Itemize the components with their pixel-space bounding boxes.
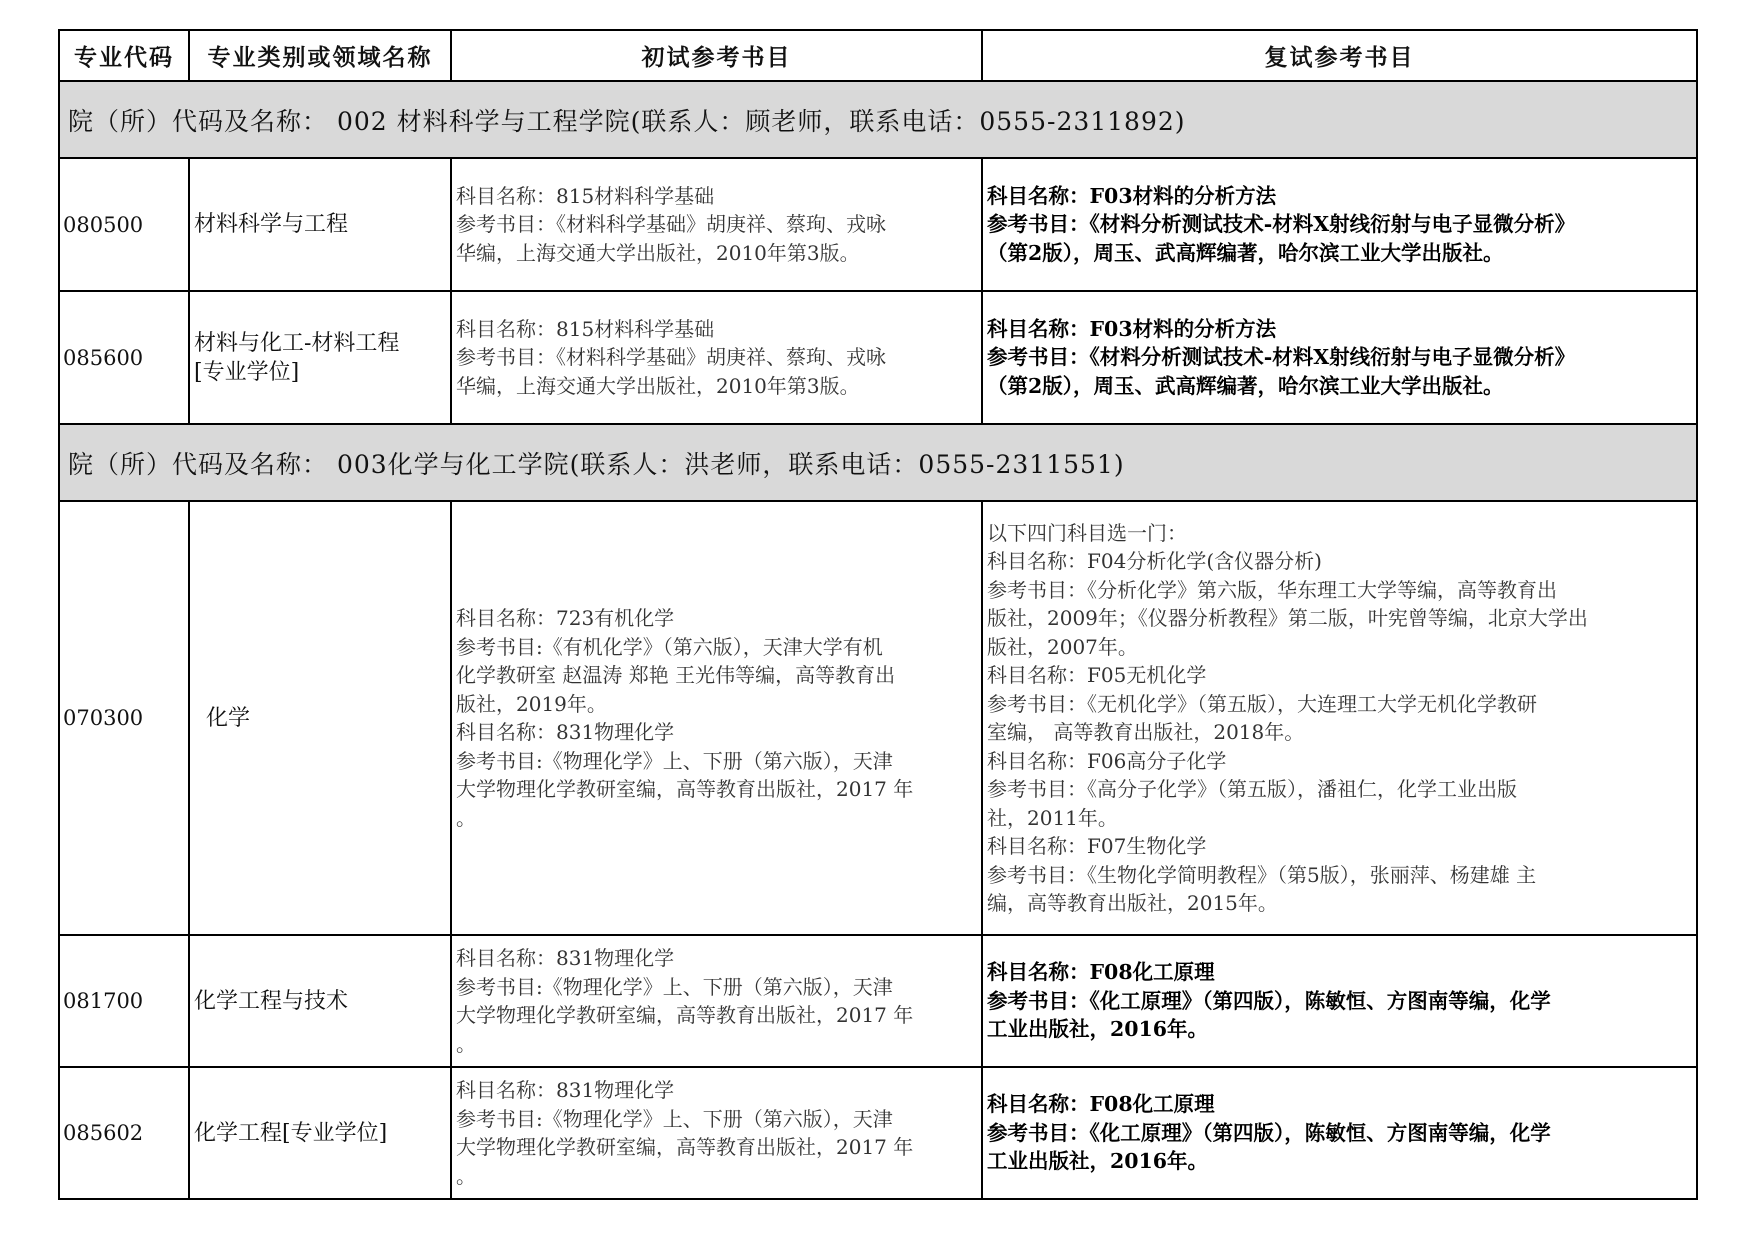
major-code: 081700 (59, 935, 189, 1067)
major-code: 085600 (59, 291, 189, 424)
college-title: 院（所）代码及名称： 002 材料科学与工程学院(联系人：顾老师，联系电话：0555-2311892) (59, 81, 1697, 158)
retest-reference: 科目名称：F08化工原理 参考书目：《化工原理》（第四版），陈敏恒、方图南等编，化学 工业出版社，2016年。 (982, 935, 1697, 1067)
table-row (59, 291, 1697, 424)
major-code: 080500 (59, 158, 189, 291)
major-name: 化学工程与技术 (189, 935, 451, 1067)
retest-reference: 科目名称：F03材料的分析方法 参考书目：《材料分析测试技术-材料X射线衍射与电子显微分析》 （第2版），周玉、武高辉编著，哈尔滨工业大学出版社。 (982, 158, 1697, 291)
header-retest: 复试参考书目 (982, 30, 1697, 81)
header-name: 专业类别或领域名称 (189, 30, 451, 81)
major-code: 070300 (59, 501, 189, 935)
table-row (59, 935, 1697, 1067)
reference-book-table (58, 29, 1698, 1200)
major-code: 085602 (59, 1067, 189, 1199)
major-name: 化学工程[专业学位] (189, 1067, 451, 1199)
initial-reference: 科目名称：815材料科学基础 参考书目：《材料科学基础》胡庚祥、蔡珣、戎咏 华编，上海交通大学出版社，2010年第3版。 (451, 291, 982, 424)
table-row (59, 501, 1697, 935)
initial-reference: 科目名称：831物理化学 参考书目:《物理化学》上、下册（第六版），天津 大学物理化学教研室编，高等教育出版社，2017 年 。 (451, 1067, 982, 1199)
table-row (59, 1067, 1697, 1199)
college-row-002 (59, 81, 1697, 158)
table-row (59, 158, 1697, 291)
college-row-003 (59, 424, 1697, 501)
initial-reference: 科目名称：815材料科学基础 参考书目：《材料科学基础》胡庚祥、蔡珣、戎咏 华编，上海交通大学出版社，2010年第3版。 (451, 158, 982, 291)
header-code: 专业代码 (59, 30, 189, 81)
major-name: 材料与化工-材料工程 [专业学位] (189, 291, 451, 424)
header-row (59, 30, 1697, 81)
retest-reference: 科目名称：F08化工原理 参考书目：《化工原理》（第四版），陈敏恒、方图南等编，化学 工业出版社，2016年。 (982, 1067, 1697, 1199)
retest-reference: 科目名称：F03材料的分析方法 参考书目：《材料分析测试技术-材料X射线衍射与电子显微分析》 （第2版），周玉、武高辉编著，哈尔滨工业大学出版社。 (982, 291, 1697, 424)
major-name: 材料科学与工程 (189, 158, 451, 291)
initial-reference: 科目名称：831物理化学 参考书目:《物理化学》上、下册（第六版），天津 大学物理化学教研室编，高等教育出版社，2017 年 。 (451, 935, 982, 1067)
college-title: 院（所）代码及名称： 003化学与化工学院(联系人：洪老师，联系电话：0555-2311551) (59, 424, 1697, 501)
header-initial: 初试参考书目 (451, 30, 982, 81)
initial-reference: 科目名称：723有机化学 参考书目:《有机化学》（第六版），天津大学有机 化学教研室 赵温涛 郑艳 王光伟等编，高等教育出 版社，2019年。 科目名称：831物理化学 参考书目:《物理化学》上、下册（第六版），天津 大学物理化学教研室编，高等教育出版社，2017 年 。 (451, 501, 982, 935)
major-name: 化学 (189, 501, 451, 935)
retest-reference: 以下四门科目选一门： 科目名称：F04分析化学(含仪器分析) 参考书目：《分析化学》第六版，华东理工大学等编，高等教育出 版社，2009年；《仪器分析教程》第二版，叶宪曾等编，北京大学出 版社，2007年。 科目名称：F05无机化学 参考书目：《无机化学》（第五版），大连理工大学无机化学教研 室编， 高等教育出版社，2018年。 科目名称：F06高分子化学 参考书目：《高分子化学》（第五版），潘祖仁，化学工业出版 社，2011年。 科目名称：F07生物化学 参考书目：《生物化学简明教程》（第5版），张丽萍、杨建雄 主 编，高等教育出版社，2015年。 (982, 501, 1697, 935)
